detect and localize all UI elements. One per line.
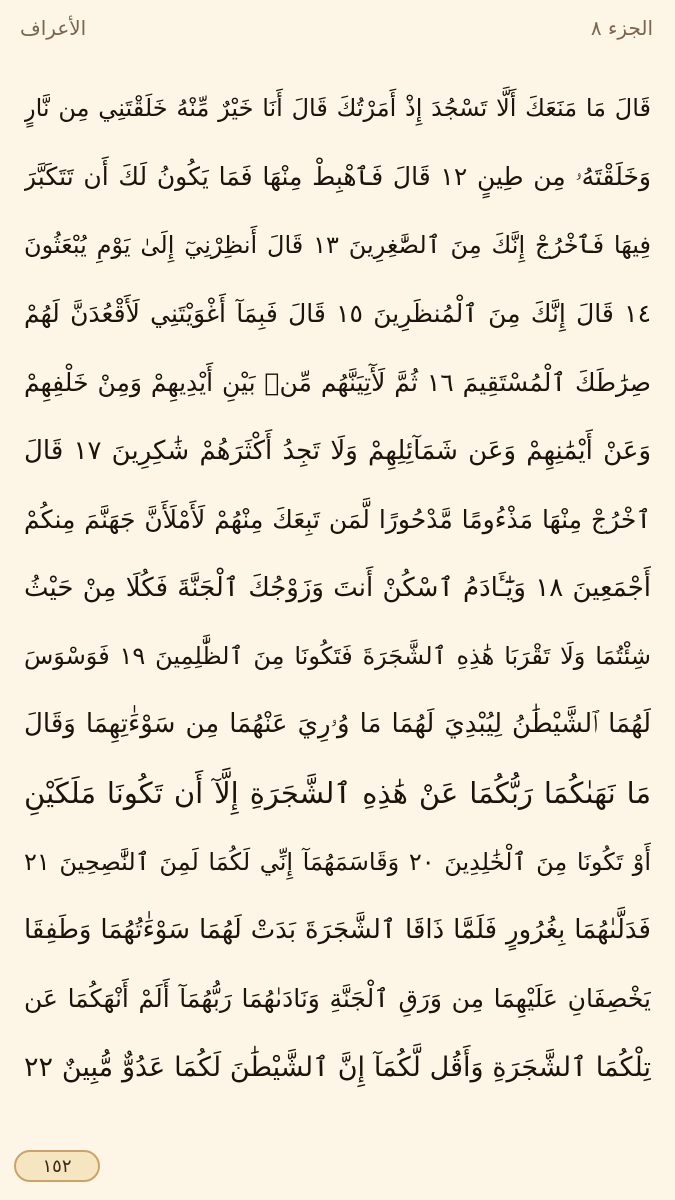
text-line: تِلْكُمَا ٱلشَّجَرَةِ وَأَقُل لَّكُمَآ إِنَّ ٱلشَّيْطَٰنَ لَكُمَا عَدُوٌّ مُّبِينٌ ٢٢ (24, 1051, 651, 1083)
text-line: وَخَلَقْتَهُۥ مِن طِينٍ ١٢ قَالَ فَٱهْبِطْ مِنْهَا فَمَا يَكُونُ لَكَ أَن تَتَكَبَّرَ (24, 161, 651, 191)
juz-label: الجزء ٨ (590, 16, 653, 40)
text-line: صِرَٰطَكَ ٱلْمُسْتَقِيمَ ١٦ ثُمَّ لَأٓتِيَنَّهُم مِّنۢ بَيْنِ أَيْدِيهِمْ وَمِنْ خَلْفِهِمْ (24, 367, 651, 397)
text-line: مَا نَهَىٰكُمَا رَبُّكُمَا عَنْ هَٰذِهِ ٱلشَّجَرَةِ إِلَّآ أَن تَكُونَا مَلَكَيْنِ (24, 776, 651, 811)
text-line: ١٤ قَالَ إِنَّكَ مِنَ ٱلْمُنظَرِينَ ١٥ قَالَ فَبِمَآ أَغْوَيْتَنِي لَأَقْعُدَنَّ لَهُمْ (24, 299, 651, 329)
surah-name: الأعراف (20, 16, 87, 40)
text-line: فَدَلَّىٰهُمَا بِغُرُورٍ فَلَمَّا ذَاقَا ٱلشَّجَرَةَ بَدَتْ لَهُمَا سَوْءَٰتُهُمَا وَطَفِقَا (24, 915, 651, 946)
text-line: فِيهَا فَٱخْرُجْ إِنَّكَ مِنَ ٱلصَّٰغِرِينَ ١٣ قَالَ أَنظِرْنِيٓ إِلَىٰ يَوْمِ يُبْعَثُونَ (24, 231, 651, 260)
text-line: قَالَ مَا مَنَعَكَ أَلَّا تَسْجُدَ إِذْ أَمَرْتُكَ قَالَ أَنَا خَيْرٌ مِّنْهُ خَلَقْتَنِي مِن نَّارٍ (24, 94, 651, 123)
text-line: لَهُمَا ٱلشَّيْطَٰنُ لِيُبْدِيَ لَهُمَا مَا وُۥرِيَ عَنْهُمَا مِن سَوْءَٰتِهِمَا وَقَالَ (24, 709, 651, 740)
page-header (0, 0, 675, 70)
page-number: ١٥٢ (14, 1150, 100, 1182)
text-line: يَخْصِفَانِ عَلَيْهِمَا مِن وَرَقِ ٱلْجَنَّةِ وَنَادَىٰهُمَا رَبُّهُمَآ أَلَمْ أَنْهَكُمَا عَن (24, 984, 651, 1014)
text-line: أَجْمَعِينَ ١٨ وَيَٰٓـَٔادَمُ ٱسْكُنْ أَنتَ وَزَوْجُكَ ٱلْجَنَّةَ فَكُلَا مِنْ حَيْثُ (24, 572, 651, 603)
text-line: أَوْ تَكُونَا مِنَ ٱلْخَٰلِدِينَ ٢٠ وَقَاسَمَهُمَآ إِنِّي لَكُمَا لَمِنَ ٱلنَّٰصِحِينَ ٢١ (24, 847, 651, 876)
quran-text (0, 74, 675, 1102)
text-line: وَعَنْ أَيْمَٰنِهِمْ وَعَن شَمَآئِلِهِمْ وَلَا تَجِدُ أَكْثَرَهُمْ شَٰكِرِينَ ١٧ قَالَ (24, 435, 651, 466)
page-number-badge (14, 1150, 100, 1182)
text-line: ٱخْرُجْ مِنْهَا مَذْءُومًا مَّدْحُورًا لَّمَن تَبِعَكَ مِنْهُمْ لَأَمْلَأَنَّ جَهَنَّمَ مِنكُمْ (24, 504, 651, 534)
text-line: شِئْتُمَا وَلَا تَقْرَبَا هَٰذِهِ ٱلشَّجَرَةَ فَتَكُونَا مِنَ ٱلظَّٰلِمِينَ ١٩ فَوَسْوَسَ (24, 642, 651, 671)
